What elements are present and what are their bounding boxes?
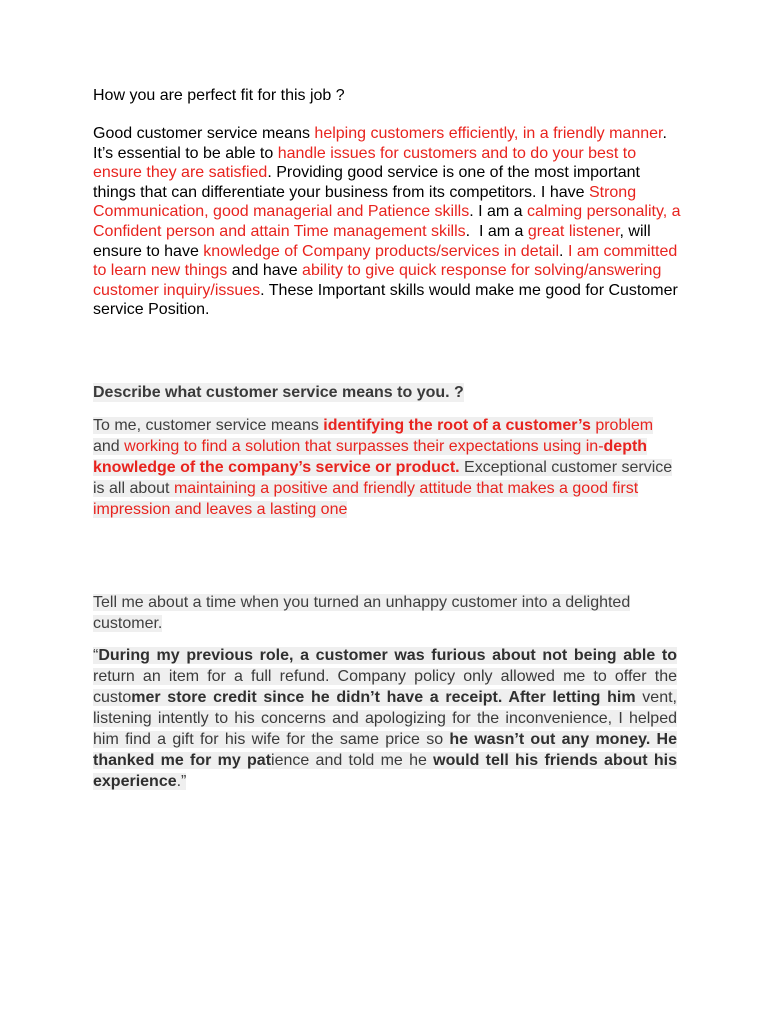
highlighted-phrase: problem bbox=[595, 416, 654, 434]
highlighted-phrase: Strong Communication, good managerial and Patience skills bbox=[93, 183, 637, 221]
text-segment: and bbox=[93, 437, 125, 455]
text-segment: . bbox=[559, 242, 568, 260]
highlighted-phrase: depth knowledge of the company’s service or product. bbox=[93, 437, 648, 476]
answer-customer-service-paragraph bbox=[93, 415, 683, 520]
text-segment: . It’s essential to be able to bbox=[93, 125, 667, 162]
highlighted-phrase: helping customers efficiently, in a friendly manner bbox=[314, 125, 663, 142]
text-segment: . Providing good service is one of the most important things that can differentiate your business from its competitors. I have bbox=[93, 164, 640, 201]
question-perfect-fit-heading: How you are perfect fit for this job ? bbox=[93, 87, 345, 104]
text-segment: To me, customer service means bbox=[93, 416, 324, 434]
bold-phrase: During my previous role, a customer was furious about not being able to bbox=[98, 646, 677, 664]
text-segment: vent, listening intently to his concerns and apologizing for the inconvenience, I helped him find a gift for his wife for the same price so bbox=[93, 688, 677, 748]
text-segment: , will ensure to have bbox=[93, 222, 651, 260]
text-segment: .” bbox=[176, 772, 187, 790]
answer-perfect-fit-paragraph bbox=[93, 124, 683, 320]
bold-phrase: mer store credit since he didn’t have a receipt. After letting him bbox=[131, 688, 636, 706]
answer-unhappy-customer-paragraph bbox=[93, 645, 677, 792]
question-unhappy-customer-text: Tell me about a time when you turned an unhappy customer into a delighted customer. bbox=[93, 593, 631, 632]
highlighted-phrase: calming personality, a Confident person and attain Time management skills bbox=[93, 203, 681, 240]
bold-phrase: he wasn’t out any money. He thanked me for my pat bbox=[93, 730, 678, 769]
text-segment: ience and told me he bbox=[271, 751, 434, 769]
text-segment: . These Important skills would make me good for Customer service Position. bbox=[93, 281, 678, 319]
text-segment: . I am a bbox=[465, 222, 528, 240]
highlighted-phrase: identifying the root of a customer’s bbox=[323, 416, 591, 434]
document-page bbox=[93, 86, 681, 792]
text-segment: and have bbox=[227, 262, 303, 280]
text-segment: Exceptional customer service is all about bbox=[93, 458, 673, 497]
text-segment: “ bbox=[93, 646, 99, 664]
bold-phrase: would tell his friends about his experience bbox=[93, 751, 677, 790]
text-segment: Good customer service means bbox=[93, 125, 315, 142]
text-segment: . I am a bbox=[469, 203, 527, 221]
question-unhappy-customer-heading bbox=[93, 592, 677, 634]
highlighted-phrase: ability to give quick response for solving/answering customer inquiry/issues bbox=[93, 262, 662, 299]
section-customer-service-meaning bbox=[93, 382, 677, 520]
highlighted-phrase: maintaining a positive and friendly attitude that makes a good first impression and leaves a lasting one bbox=[93, 479, 639, 518]
highlighted-phrase: I am committed to learn new things bbox=[93, 242, 678, 280]
highlighted-phrase: knowledge of Company products/services in detail bbox=[203, 242, 560, 260]
highlighted-phrase: great listener bbox=[527, 222, 620, 240]
highlighted-phrase: working to find a solution that surpasses their expectations using in- bbox=[124, 437, 604, 455]
text-segment: return an item for a full refund. Company policy only allowed me to offer the custo bbox=[93, 667, 677, 706]
highlighted-phrase: handle issues for customers and to do your best to ensure they are satisfied bbox=[93, 144, 637, 182]
question-customer-service-heading: Describe what customer service means to you. ? bbox=[93, 383, 464, 401]
